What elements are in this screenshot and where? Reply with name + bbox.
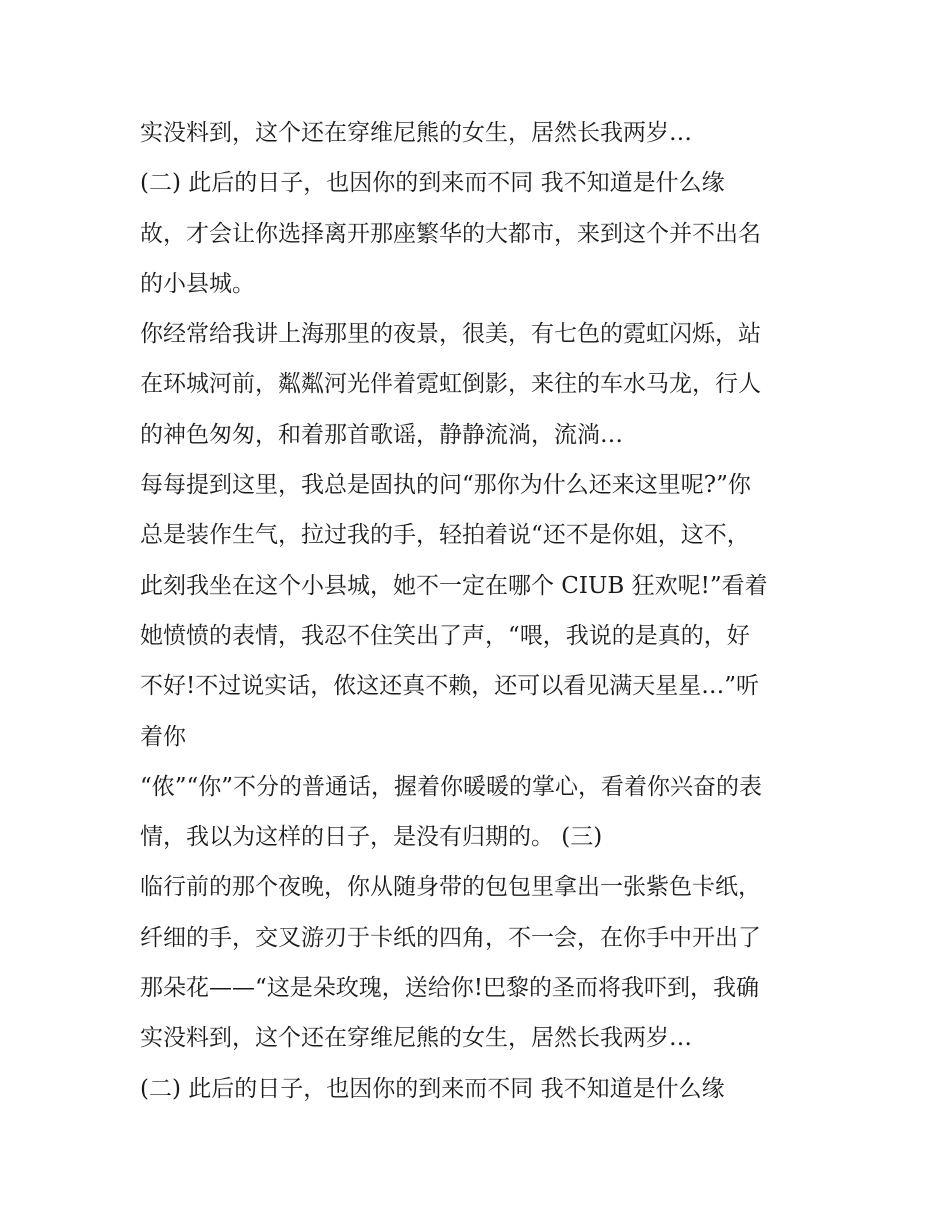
text-line: “侬”“你”不分的普通话，握着你暖暖的掌心，看着你兴奋的表 xyxy=(140,773,763,800)
text-line: 实没料到，这个还在穿维尼熊的女生，居然长我两岁… xyxy=(140,1025,692,1052)
text-line: 实没料到，这个还在穿维尼熊的女生，居然长我两岁… xyxy=(140,120,692,146)
text-line: 不好!不过说实话，侬这还真不赖，还可以看见满天星星…”听 xyxy=(140,673,760,700)
body-text xyxy=(140,108,840,1114)
text-line: 在环城河前，粼粼河光伴着霓虹倒影，来往的车水马龙，行人 xyxy=(140,371,761,398)
text-line: 她愤愤的表情，我忍不住笑出了声，“喂，我说的是真的，好 xyxy=(140,622,750,649)
text-line: (二) 此后的日子，也因你的到来而不同 我不知道是什么缘 xyxy=(140,170,725,197)
text-line: 临行前的那个夜晚，你从随身带的包包里拿出一张紫色卡纸， xyxy=(140,874,761,901)
text-line: 情，我以为这样的日子，是没有归期的。 (三) xyxy=(140,824,603,851)
text-line: 着你 xyxy=(140,723,186,750)
text-line: 此刻我坐在这个小县城，她不一定在哪个 CIUB 狂欢呢!”看着 xyxy=(140,572,768,599)
text-line: 纤细的手，交叉游刃于卡纸的四角，不一会，在你手中开出了 xyxy=(140,924,761,951)
text-line: (二) 此后的日子，也因你的到来而不同 我不知道是什么缘 xyxy=(140,1075,725,1102)
text-line: 每每提到这里，我总是固执的问“那你为什么还来这里呢?”你 xyxy=(140,472,751,499)
text-line: 那朵花——“这是朵玫瑰，送给你!巴黎的圣而将我吓到，我确 xyxy=(140,975,760,1002)
text-line: 总是装作生气，拉过我的手，轻拍着说“还不是你姐，这不， xyxy=(140,522,750,549)
text-line: 的小县城。 xyxy=(140,270,255,297)
text-line: 故，才会让你选择离开那座繁华的大都市，来到这个并不出名 xyxy=(140,220,761,247)
text-line: 你经常给我讲上海那里的夜景，很美，有七色的霓虹闪烁，站 xyxy=(140,321,761,348)
text-line: 的神色匆匆，和着那首歌谣，静静流淌，流淌… xyxy=(140,421,623,448)
